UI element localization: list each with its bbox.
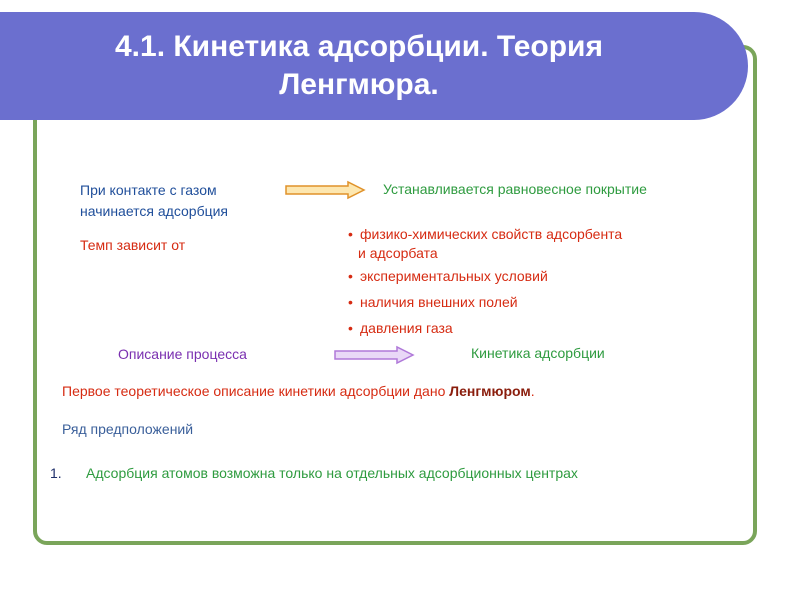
bullet-item xyxy=(348,268,548,284)
kinetics-label: Кинетика адсорбции xyxy=(471,345,605,361)
rate-label: Темп зависит от xyxy=(80,237,186,253)
bullet-text: физико-химических свойств адсорбента xyxy=(360,226,623,242)
assumption-text: Адсорбция атомов возможна только на отдельных адсорбционных центрах xyxy=(86,465,578,481)
bullet-icon: • xyxy=(348,226,353,242)
bullet-item xyxy=(348,320,453,336)
bullet-icon: • xyxy=(348,268,353,284)
orange-arrow-icon xyxy=(284,180,366,200)
assumptions-label: Ряд предположений xyxy=(62,421,194,437)
contact-line-2: начинается адсорбция xyxy=(80,203,229,219)
bullet-item xyxy=(348,294,518,310)
slide-title xyxy=(49,28,669,104)
bullet-text: давления газа xyxy=(360,320,453,336)
langmuir-sentence xyxy=(62,383,535,399)
title-line-2: Ленгмюра. xyxy=(279,68,439,101)
contact-line-1: При контакте с газом xyxy=(80,182,217,198)
bullet-text-cont: и адсорбата xyxy=(358,245,438,261)
langmuir-name: Ленгмюром xyxy=(449,383,531,399)
bullet-item xyxy=(348,225,622,263)
langmuir-text: Первое теоретическое описание кинетики адсорбции дано xyxy=(62,383,450,399)
bullet-icon: • xyxy=(348,294,353,310)
bullet-icon: • xyxy=(348,320,353,336)
title-line-1: 4.1. Кинетика адсорбции. Теория xyxy=(114,30,603,63)
title-banner xyxy=(0,12,748,120)
process-description-label: Описание процесса xyxy=(118,346,247,362)
bullet-text: экспериментальных условий xyxy=(360,268,548,284)
langmuir-end: . xyxy=(530,383,535,399)
bullet-text: наличия внешних полей xyxy=(360,294,518,310)
purple-arrow-icon xyxy=(333,345,415,365)
equilibrium-text: Устанавливается равновесное покрытие xyxy=(383,181,647,197)
contact-text xyxy=(80,180,228,222)
list-number: 1. xyxy=(50,465,62,481)
